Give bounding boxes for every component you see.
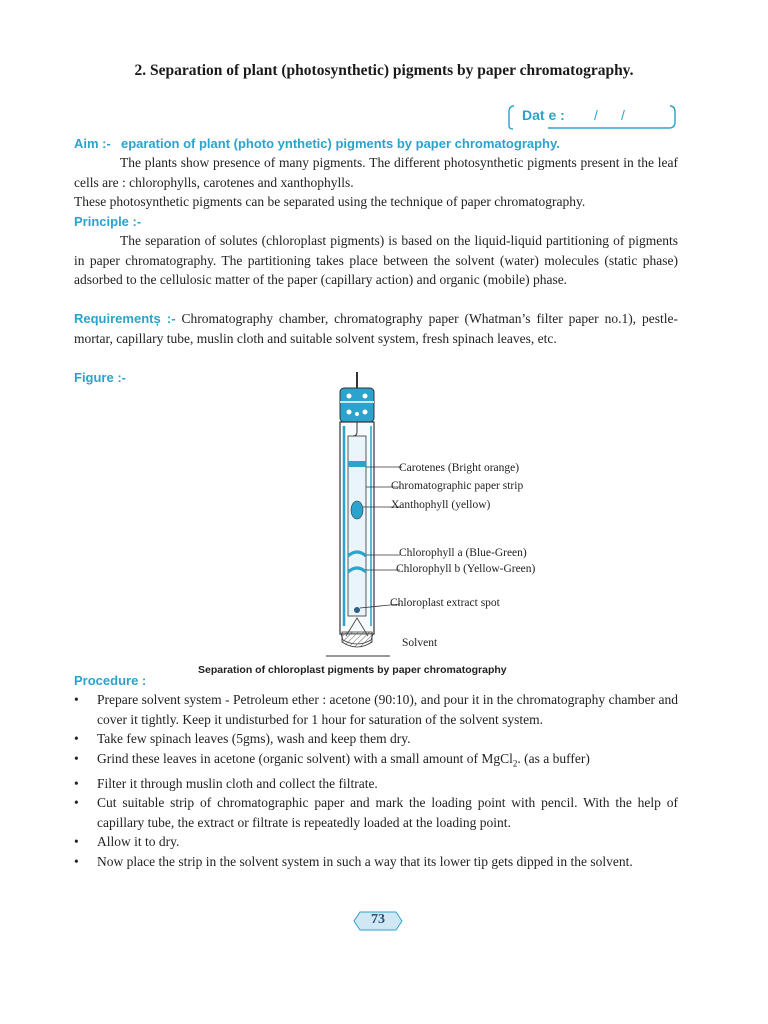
aim-text: eparation of plant (photo ynthetic) pigments by paper chromatography. — [120, 136, 560, 151]
page-number: 73 — [371, 912, 385, 927]
figure-label: Figure :- — [74, 370, 126, 385]
procedure-step: • Cut suitable strip of chromatographic paper and mark the loading point with pencil. With the help of capillary tube, the extract or filtrate is repeatedly loaded at the loading point. — [74, 793, 678, 832]
aim-line — [74, 134, 678, 154]
procedure-step-3-text: Grind these leaves in acetone (organic solvent) with a small amount of MgCl — [97, 750, 513, 766]
principle-heading — [74, 212, 678, 232]
date-box — [508, 104, 676, 128]
label-xanthophyll: Xanthophyll (yellow) — [391, 499, 491, 511]
carotenes-band — [348, 461, 366, 467]
cork-stopper — [340, 388, 374, 422]
page-number-badge — [352, 908, 404, 934]
procedure-step: • Allow it to dry. — [74, 832, 678, 852]
procedure-list — [74, 690, 678, 871]
procedure-label: Procedure : — [74, 673, 147, 688]
label-extract-spot: Chloroplast extract spot — [390, 597, 500, 609]
chromatography-apparatus — [320, 370, 400, 662]
principle-text: The separation of solutes (chloroplast pigments) is based on the liquid-liquid partitioning of pigments in paper chromatography. The partitioning takes place between the solvent (water) molecules (static phase) adsorbed to the cellulosic matter of the paper (capillary action) and organic (mobile) phase. — [74, 233, 678, 287]
intro-paragraph: The plants show presence of many pigments. The different photosynthetic pigments present in the leaf cells are : chlorophylls, carotenes and xanthophylls. — [74, 155, 678, 190]
label-chlorophyll-b: Chlorophyll b (Yellow-Green) — [396, 563, 536, 575]
procedure-step: • Now place the strip in the solvent system in such a way that its lower tip gets dipped in the solvent. — [74, 852, 678, 872]
requirements-label: Requirementș :- — [74, 311, 176, 326]
xanthophyll-spot — [351, 501, 363, 519]
requirements-text: Chromatography chamber, chromatography paper (Whatman’s filter paper no.1), pestle-mortar, capillary tube, muslin cloth and suitable solvent system, fresh spinach leaves, etc. — [74, 311, 678, 346]
date-slash-2: / — [621, 107, 625, 123]
procedure-step: • Take few spinach leaves (5gms), wash and keep them dry. — [74, 729, 678, 749]
figure-caption: Separation of chloroplast pigments by paper chromatography — [198, 664, 507, 676]
procedure-heading — [74, 671, 678, 691]
procedure-step: • Filter it through muslin cloth and collect the filtrate. — [74, 774, 678, 794]
label-paper-strip: Chromatographic paper strip — [391, 480, 524, 492]
requirements-paragraph — [74, 309, 678, 348]
principle-label: Principle :- — [74, 214, 142, 229]
page-title: 2. Separation of plant (photosynthetic) pigments by paper chromatography. — [134, 62, 634, 79]
label-carotenes: Carotenes (Bright orange) — [399, 462, 520, 474]
date-slash-1: / — [594, 107, 598, 123]
label-solvent: Solvent — [402, 637, 438, 649]
solvent-pool — [342, 632, 372, 647]
procedure-step-3-subscript: 2 — [512, 758, 518, 769]
procedure-step — [74, 749, 678, 774]
intro-paragraph-2: These photosynthetic pigments can be separated using the technique of paper chromatography. — [74, 194, 586, 209]
aim-label: Aim :- — [74, 136, 111, 151]
date-label: Dat e : — [522, 107, 565, 123]
procedure-step-3-tail: . (as a buffer) — [517, 750, 590, 766]
label-chlorophyll-a: Chlorophyll a (Blue-Green) — [399, 547, 527, 559]
extract-spot — [354, 607, 360, 613]
procedure-step: • Prepare solvent system - Petroleum ether : acetone (90:10), and pour it in the chromatography chamber and cover it tightly. Keep it undisturbed for 1 hour for saturation of the solvent system. — [74, 690, 678, 729]
